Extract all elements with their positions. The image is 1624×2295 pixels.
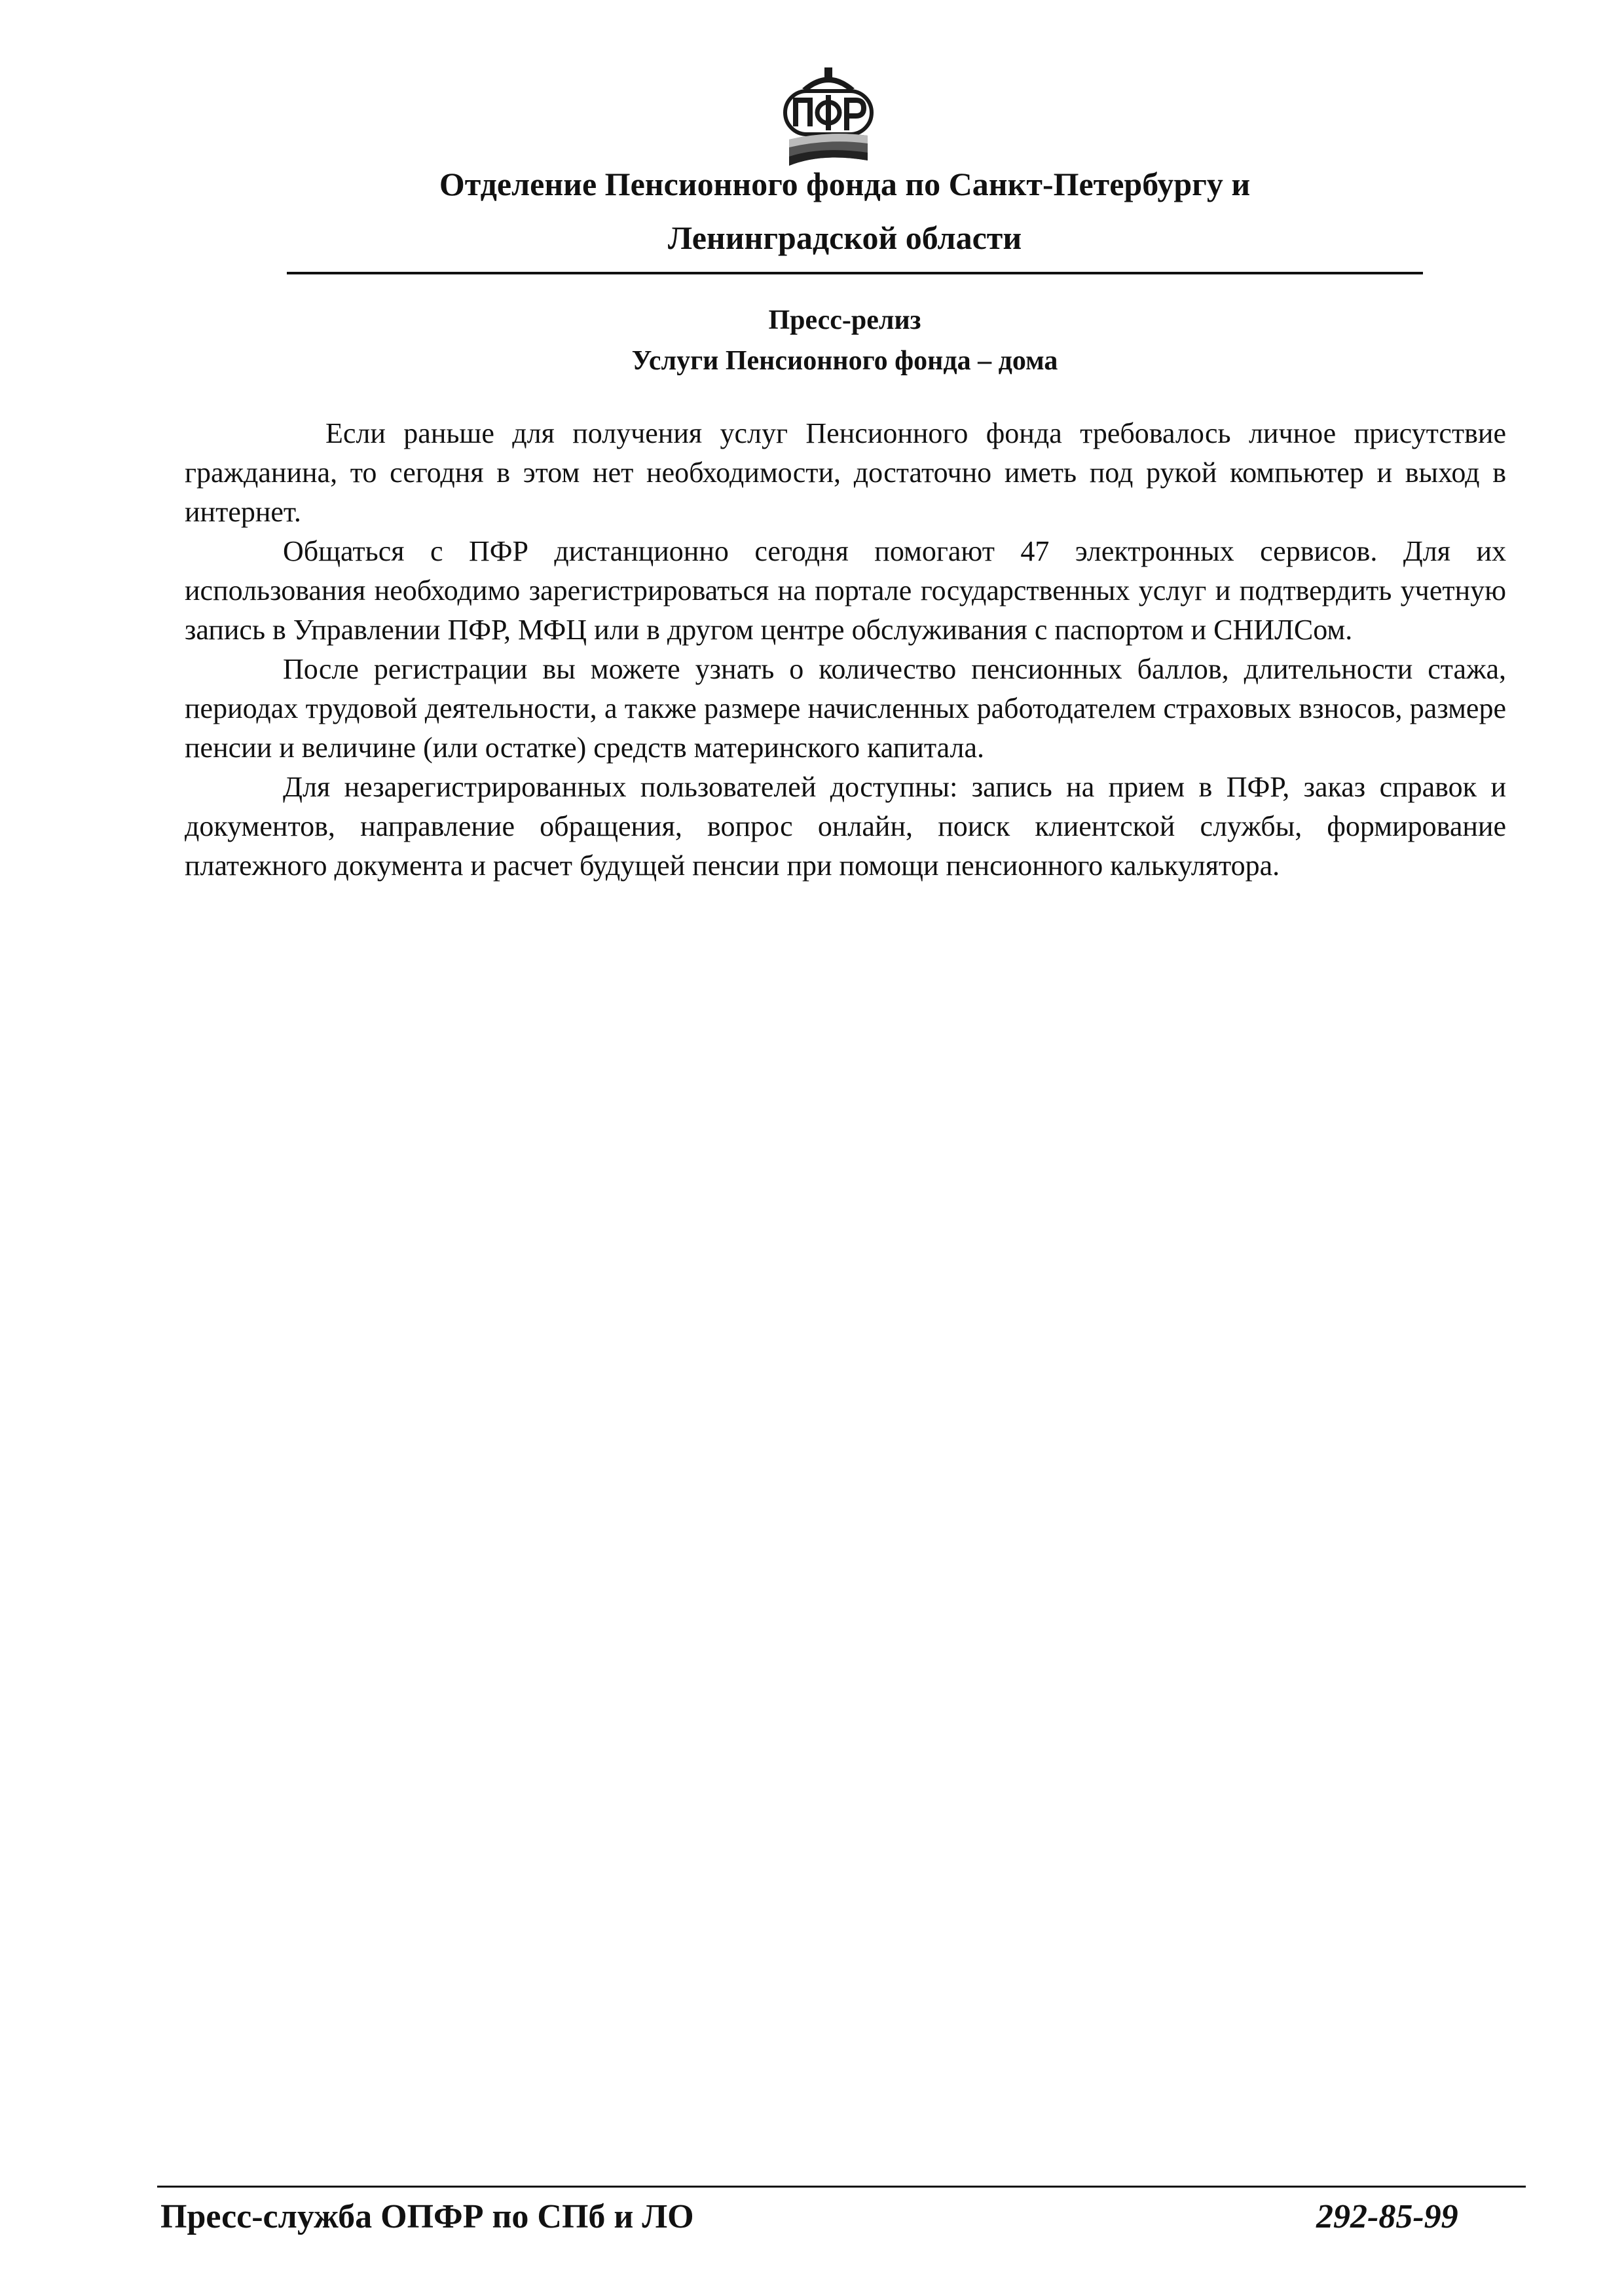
organization-title [288, 157, 1401, 265]
press-release-body [185, 414, 1506, 886]
footer-divider [157, 2186, 1526, 2188]
press-release-heading [288, 300, 1401, 381]
body-paragraph-2: Общаться с ПФР дистанционно сегодня помогают 47 электронных сервисов. Для их использования необходимо зарегистрироваться на портале государственных услуг и подтвердить учетную запись в Управлении ПФР, МФЦ или в другом центре обслуживания с паспортом и СНИЛСом. [185, 535, 1506, 646]
footer-press-service: Пресс-служба ОПФР по СПб и ЛО [160, 2198, 694, 2235]
body-paragraph-4: Для незарегистрированных пользователей доступны: запись на прием в ПФР, заказ справок и документов, направление обращения, вопрос онлайн, поиск клиентской службы, формирование платежного документа и расчет будущей пенсии при помощи пенсионного калькулятора. [185, 771, 1506, 882]
organization-title-line-2: Ленинградской области [667, 219, 1022, 256]
header-divider [287, 272, 1423, 274]
body-paragraph-1: Если раньше для получения услуг Пенсионного фонда требовалось личное присутствие гражданина, то сегодня в этом нет необходимости, достаточно иметь под рукой компьютер и выход в интернет. [185, 417, 1506, 528]
body-paragraph-3: После регистрации вы можете узнать о количество пенсионных баллов, длительности стажа, периодах трудовой деятельности, а также размере начисленных работодателем страховых взносов, размере пенсии и величине (или остатке) средств материнского капитала. [185, 653, 1506, 764]
organization-title-line-1: Отделение Пенсионного фонда по Санкт-Петербургу и [439, 166, 1251, 202]
press-release-headline: Услуги Пенсионного фонда – дома [631, 346, 1058, 376]
pfr-emblem-icon [776, 62, 881, 170]
press-release-label: Пресс-релиз [768, 305, 921, 335]
footer-phone-number: 292-85-99 [1316, 2198, 1458, 2235]
